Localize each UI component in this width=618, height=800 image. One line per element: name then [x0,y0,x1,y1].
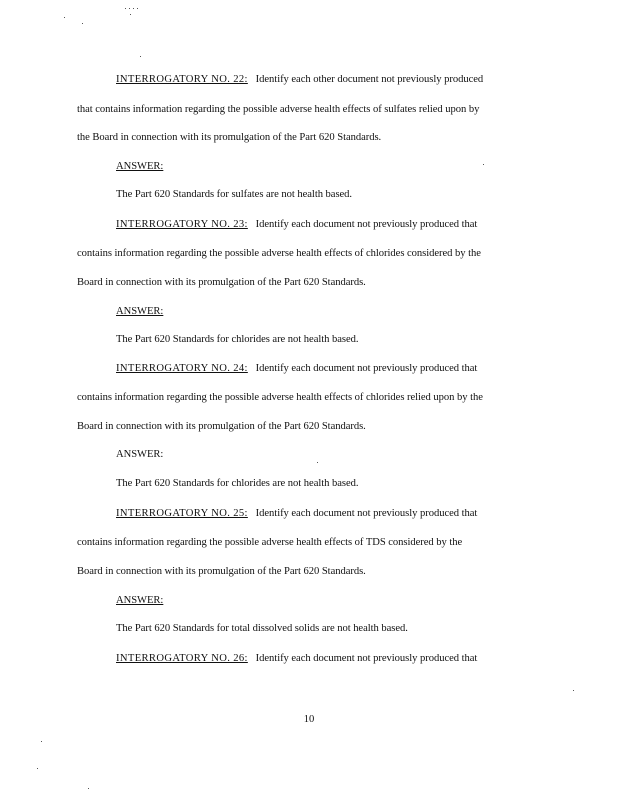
scan-speck [37,768,38,769]
interrogatory-23-line-3: Board in connection with its promulgation of the Part 620 Standards. [77,277,366,288]
interrogatory-22-text-1: Identify each other document not previously produced [255,74,484,85]
scan-speck [125,8,126,9]
interrogatory-26-text-1: Identify each document not previously produced that [255,653,478,664]
scan-speck [483,164,484,165]
interrogatory-23-line-1 [116,218,477,231]
scan-speck [82,23,83,24]
interrogatory-25-line-1 [116,507,477,520]
scan-speck [137,8,138,9]
scan-speck [317,462,318,463]
interrogatory-23-heading: INTERROGATORY NO. 23: [116,219,248,230]
scan-speck [133,8,134,9]
answer-25-heading: ANSWER: [116,595,164,606]
interrogatory-24-text-1: Identify each document not previously produced that [255,363,478,374]
interrogatory-22-line-1 [116,73,483,86]
interrogatory-25-text-1: Identify each document not previously produced that [255,508,478,519]
interrogatory-25-heading: INTERROGATORY NO. 25: [116,508,248,519]
scan-speck [88,788,89,789]
interrogatory-25-line-3: Board in connection with its promulgation of the Part 620 Standards. [77,566,366,577]
interrogatory-26-line-1 [116,652,477,665]
answer-25-text: The Part 620 Standards for total dissolved solids are not health based. [116,623,408,634]
answer-23-text: The Part 620 Standards for chlorides are not health based. [116,334,359,345]
interrogatory-22-heading: INTERROGATORY NO. 22: [116,74,248,85]
scan-speck [573,690,574,691]
scan-speck [41,741,42,742]
interrogatory-22-line-2: that contains information regarding the possible adverse health effects of sulfates relied upon by [77,104,480,115]
scan-speck [64,17,65,18]
scan-speck [140,56,141,57]
interrogatory-22-line-3: the Board in connection with its promulgation of the Part 620 Standards. [77,132,382,143]
interrogatory-25-line-2: contains information regarding the possible adverse health effects of TDS considered by the [77,537,463,548]
interrogatory-24-line-2: contains information regarding the possible adverse health effects of chlorides relied upon by the [77,392,483,403]
answer-24-text: The Part 620 Standards for chlorides are not health based. [116,478,359,489]
answer-22-text: The Part 620 Standards for sulfates are not health based. [116,189,353,200]
interrogatory-24-line-3: Board in connection with its promulgation of the Part 620 Standards. [77,421,366,432]
page-number: 10 [303,714,315,725]
interrogatory-26-heading: INTERROGATORY NO. 26: [116,653,248,664]
scan-speck [130,14,131,15]
interrogatory-24-line-1 [116,362,477,375]
interrogatory-24-heading: INTERROGATORY NO. 24: [116,363,248,374]
scan-speck [129,8,130,9]
answer-22-heading: ANSWER: [116,161,164,172]
answer-24-heading: ANSWER: [116,449,164,460]
answer-23-heading: ANSWER: [116,306,164,317]
interrogatory-23-text-1: Identify each document not previously produced that [255,219,478,230]
interrogatory-23-line-2: contains information regarding the possible adverse health effects of chlorides considered by the [77,248,481,259]
